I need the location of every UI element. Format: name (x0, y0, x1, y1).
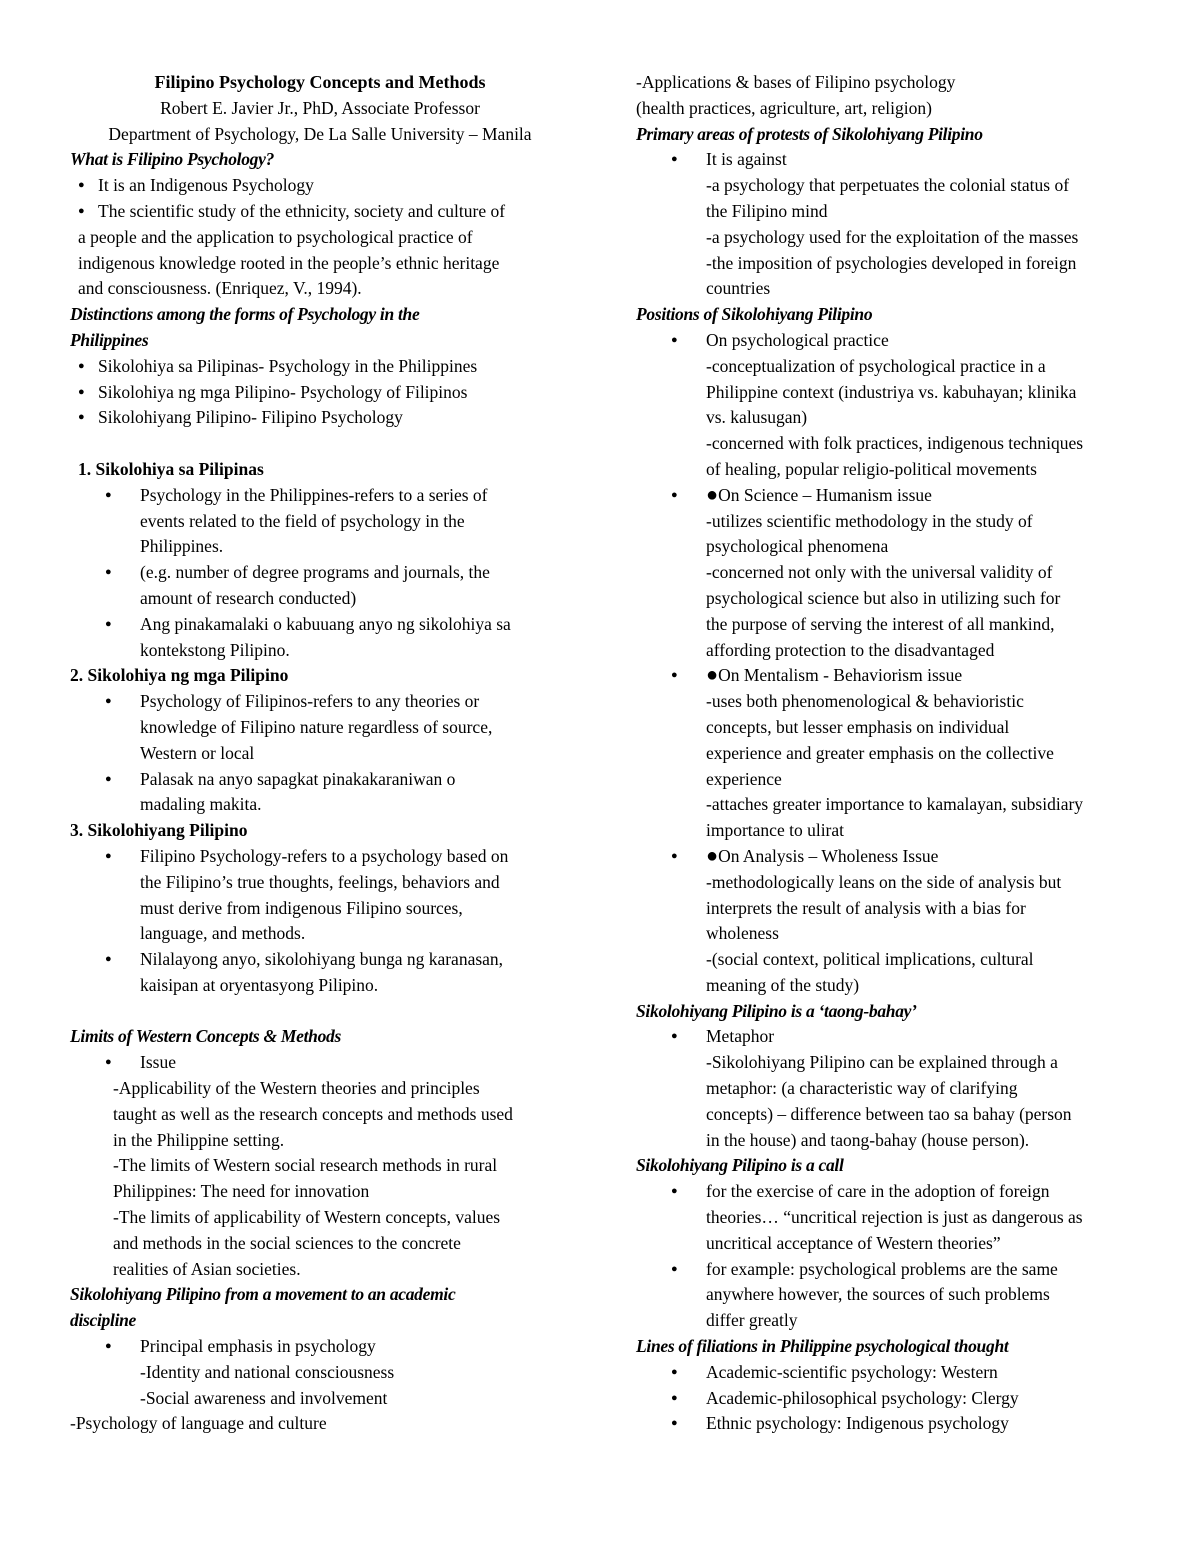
call-bullet-1: ● for the exercise of care in the adoption of foreign (636, 1179, 1136, 1205)
spacer (70, 999, 570, 1025)
protests-line-1: -a psychology that perpetuates the colonial status of (706, 175, 1070, 196)
movement-heading-line1: Sikolohiyang Pilipino from a movement to an academic (70, 1284, 456, 1305)
call-bullet-2-line2: anywhere however, the sources of such problems (706, 1284, 1050, 1305)
section-2-bullet-1-line2: knowledge of Filipino nature regardless of source, (140, 716, 493, 737)
position-3-label: On Mentalism - Behaviorism issue (718, 665, 963, 686)
position-4-label: On Analysis – Wholeness Issue (718, 845, 939, 866)
position-2-bullet (636, 483, 1136, 509)
position-4-line-1: -methodologically leans on the side of analysis but (706, 871, 1062, 892)
what-bullet-2-line3: indigenous knowledge rooted in the people’s ethnic heritage (78, 252, 500, 273)
right-column (636, 70, 1136, 1437)
position-3-line-3: experience and greater emphasis on the collective (706, 742, 1054, 763)
position-4-bullet (636, 844, 1136, 870)
position-4-line-3: wholeness (706, 923, 779, 944)
movement-line-3: -Psychology of language and culture (70, 1413, 327, 1434)
limits-line-6: -The limits of applicability of Western concepts, values (113, 1207, 501, 1228)
section-1-bullet-1-line3: Philippines. (140, 536, 224, 557)
protests-line-3: -a psychology used for the exploitation of the masses (706, 226, 1079, 247)
taong-bahay-line-4: in the house) and taong-bahay (house person). (706, 1129, 1030, 1150)
limits-line-3: in the Philippine setting. (113, 1129, 285, 1150)
limits-bullet: ● Issue (70, 1050, 570, 1076)
section-3-bullet-1-line3: must derive from indigenous Filipino sources, (140, 897, 463, 918)
position-1-line-1: -conceptualization of psychological practice in a (706, 355, 1046, 376)
position-2-line-1: -utilizes scientific methodology in the study of (706, 510, 1033, 531)
spacer (70, 431, 570, 457)
movement-line-1: -Identity and national consciousness (140, 1361, 395, 1382)
position-4-line-4: -(social context, political implications, cultural (706, 949, 1034, 970)
position-2-line-5: the purpose of serving the interest of all mankind, (706, 613, 1055, 634)
section-1-bullet-1: ● Psychology in the Philippines-refers to a series of (70, 483, 570, 509)
taong-bahay-bullet: ● Metaphor (636, 1024, 1136, 1050)
section-3-bullet-1-line2: the Filipino’s true thoughts, feelings, behaviors and (140, 871, 500, 892)
position-1-line-3: vs. kalusugan) (706, 407, 808, 428)
position-3-bullet (636, 663, 1136, 689)
section-2-bullet-1-line3: Western or local (140, 742, 255, 763)
position-1-line-2: Philippine context (industriya vs. kabuhayan; klinika (706, 381, 1077, 402)
limits-line-4: -The limits of Western social research methods in rural (113, 1155, 498, 1176)
protests-line-5: countries (706, 278, 771, 299)
call-bullet-1-line2: theories… “uncritical rejection is just as dangerous as (706, 1207, 1083, 1228)
what-bullet-2: ● The scientific study of the ethnicity, society and culture of (70, 199, 570, 225)
distinctions-item-2: ● Sikolohiya ng mga Pilipino- Psychology of Filipinos (70, 380, 570, 406)
section-1-heading: 1. Sikolohiya sa Pilipinas (78, 458, 264, 479)
limits-line-2: taught as well as the research concepts and methods used (113, 1103, 513, 1124)
lines-heading: Lines of filiations in Philippine psychological thought (636, 1336, 1009, 1357)
position-3-line-5: -attaches greater importance to kamalayan, subsidiary (706, 794, 1084, 815)
position-1-line-4: -concerned with folk practices, indigenous techniques (706, 433, 1084, 454)
what-bullet-2-line4: and consciousness. (Enriquez, V., 1994). (78, 278, 362, 299)
protests-heading: Primary areas of protests of Sikolohiyang Pilipino (636, 123, 983, 144)
distinctions-item-1: ● Sikolohiya sa Pilipinas- Psychology in the Philippines (70, 354, 570, 380)
left-column (70, 70, 570, 1437)
document-title: Filipino Psychology Concepts and Methods (154, 72, 486, 92)
position-2-line-2: psychological phenomena (706, 536, 889, 557)
limits-line-8: realities of Asian societies. (113, 1258, 301, 1279)
section-2-bullet-2: ● Palasak na anyo sapagkat pinakakaraniwan o (70, 767, 570, 793)
movement-bullet: ● Principal emphasis in psychology (70, 1334, 570, 1360)
taong-bahay-line-1: -Sikolohiyang Pilipino can be explained through a (706, 1052, 1058, 1073)
position-3-line-4: experience (706, 768, 782, 789)
what-heading: What is Filipino Psychology? (70, 149, 275, 170)
distinctions-heading-line1: Distinctions among the forms of Psychology in the (70, 304, 420, 325)
protests-line-4: -the imposition of psychologies developed in foreign (706, 252, 1077, 273)
section-1-bullet-3: ● Ang pinakamalaki o kabuuang anyo ng sikolohiya sa (70, 612, 570, 638)
taong-bahay-line-3: concepts) – difference between tao sa bahay (person (706, 1103, 1072, 1124)
section-2-bullet-2-line2: madaling makita. (140, 794, 262, 815)
limits-line-7: and methods in the social sciences to the concrete (113, 1232, 461, 1253)
what-bullet-1: ● It is an Indigenous Psychology (70, 173, 570, 199)
section-3-bullet-1-line4: language, and methods. (140, 923, 306, 944)
position-1-line-5: of healing, popular religio-political movements (706, 458, 1037, 479)
position-3-line-2: concepts, but lesser emphasis on individual (706, 716, 1010, 737)
position-4-line-5: meaning of the study) (706, 974, 860, 995)
movement-line-2: -Social awareness and involvement (140, 1387, 388, 1408)
position-2-line-3: -concerned not only with the universal validity of (706, 562, 1053, 583)
position-2-line-6: affording protection to the disadvantaged (706, 639, 995, 660)
call-heading: Sikolohiyang Pilipino is a call (636, 1155, 844, 1176)
applications-line2: (health practices, agriculture, art, religion) (636, 97, 932, 118)
taong-bahay-line-2: metaphor: (a characteristic way of clarifying (706, 1078, 1018, 1099)
position-4-line-2: interprets the result of analysis with a bias for (706, 897, 1026, 918)
distinctions-heading-line2: Philippines (70, 329, 149, 350)
call-bullet-2-line3: differ greatly (706, 1310, 798, 1331)
what-bullet-2-line2: a people and the application to psychological practice of (78, 226, 473, 247)
section-1-bullet-3-line2: kontekstong Pilipino. (140, 639, 290, 660)
section-2-bullet-1: ● Psychology of Filipinos-refers to any theories or (70, 689, 570, 715)
call-bullet-2: ● for example: psychological problems are the same (636, 1257, 1136, 1283)
applications-line1: -Applications & bases of Filipino psychology (636, 72, 956, 92)
call-bullet-1-line3: uncritical acceptance of Western theories” (706, 1232, 1001, 1253)
section-1-bullet-1-line2: events related to the field of psychology in the (140, 510, 465, 531)
large-dot-icon: ● (706, 664, 719, 687)
section-1-bullet-2: ● (e.g. number of degree programs and journals, the (70, 560, 570, 586)
lines-item-2: ● Academic-philosophical psychology: Clergy (636, 1386, 1136, 1412)
author-line: Robert E. Javier Jr., PhD, Associate Professor (160, 97, 480, 118)
positions-heading: Positions of Sikolohiyang Pilipino (636, 304, 873, 325)
section-3-bullet-2-line2: kaisipan at oryentasyong Pilipino. (140, 974, 379, 995)
large-dot-icon: ● (706, 844, 719, 867)
limits-heading: Limits of Western Concepts & Methods (70, 1026, 342, 1047)
position-2-line-4: psychological science but also in utilizing such for (706, 587, 1061, 608)
section-3-bullet-2: ● Nilalayong anyo, sikolohiyang bunga ng karanasan, (70, 947, 570, 973)
protests-bullet: ● It is against (636, 147, 1136, 173)
large-dot-icon: ● (706, 483, 719, 506)
protests-line-2: the Filipino mind (706, 200, 828, 221)
section-3-heading: 3. Sikolohiyang Pilipino (70, 820, 248, 841)
lines-item-3: ● Ethnic psychology: Indigenous psychology (636, 1411, 1136, 1437)
department-line: Department of Psychology, De La Salle University – Manila (108, 123, 532, 144)
movement-heading-line2: discipline (70, 1310, 137, 1331)
position-1-bullet: ● On psychological practice (636, 328, 1136, 354)
position-3-line-6: importance to ulirat (706, 820, 845, 841)
section-1-bullet-2-line2: amount of research conducted) (140, 587, 357, 608)
section-2-heading: 2. Sikolohiya ng mga Pilipino (70, 665, 289, 686)
distinctions-item-3: ● Sikolohiyang Pilipino- Filipino Psychology (70, 405, 570, 431)
position-2-label: On Science – Humanism issue (718, 484, 932, 505)
limits-line-1: -Applicability of the Western theories and principles (113, 1078, 480, 1099)
limits-line-5: Philippines: The need for innovation (113, 1181, 370, 1202)
taong-bahay-heading: Sikolohiyang Pilipino is a ‘taong-bahay’ (636, 1000, 917, 1021)
section-3-bullet-1: ● Filipino Psychology-refers to a psychology based on (70, 844, 570, 870)
lines-item-1: ● Academic-scientific psychology: Western (636, 1360, 1136, 1386)
position-3-line-1: -uses both phenomenological & behavioristic (706, 691, 1024, 712)
